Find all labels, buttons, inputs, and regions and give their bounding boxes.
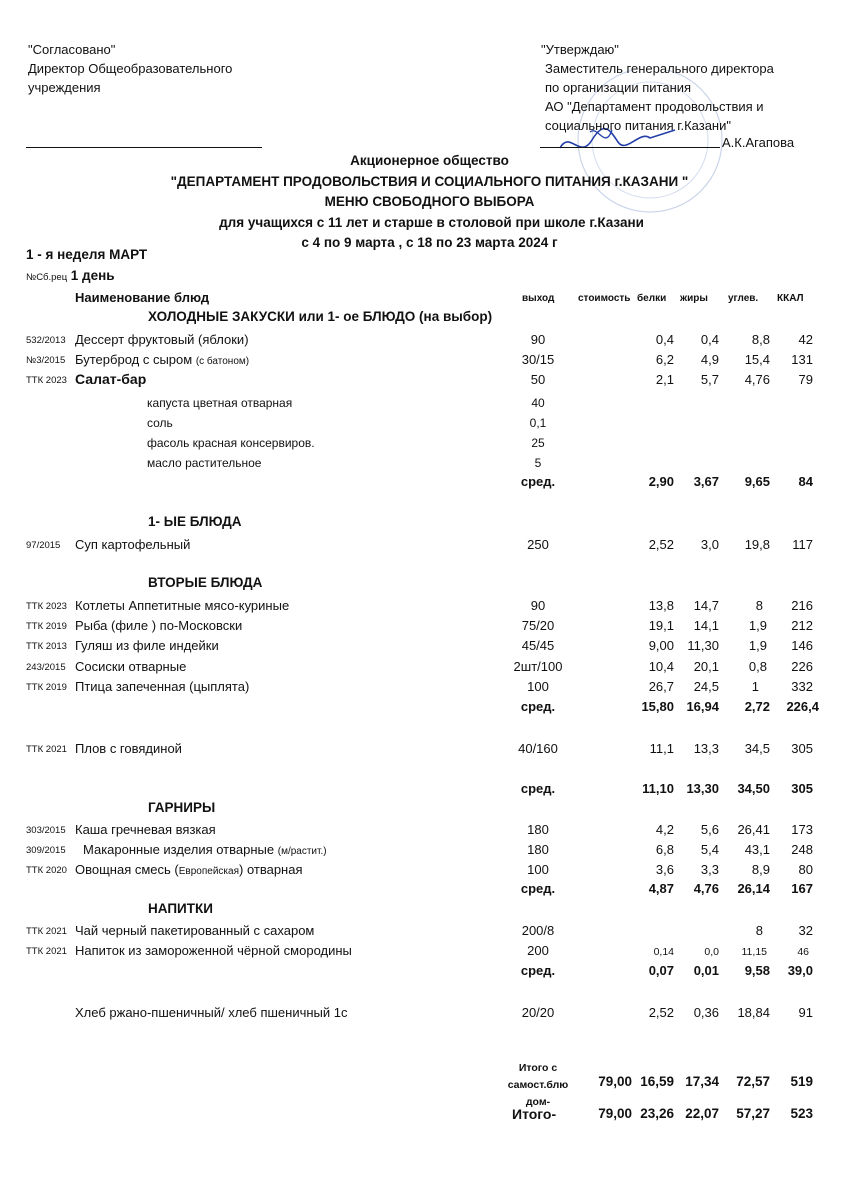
ingredient-name: капуста цветная отварная — [147, 396, 293, 410]
salad-item — [0, 452, 849, 472]
average-label: сред. — [520, 474, 556, 489]
avg-protein: 0,07 — [648, 963, 674, 978]
dish-kcal: 32 — [798, 923, 813, 938]
recipe-code: ТТК 2021 — [26, 926, 67, 937]
salad-item — [0, 432, 849, 452]
section-drinks-title: НАПИТКИ — [148, 901, 213, 916]
total-self-label-line: самост.блю — [507, 1079, 569, 1091]
dish-name: Рыба (филе ) по-Московски — [75, 618, 243, 633]
dish-carbs: 34,5 — [744, 741, 770, 756]
dish-name — [75, 862, 303, 877]
total-self-protein: 16,59 — [640, 1074, 674, 1089]
avg-protein: 4,87 — [648, 881, 674, 896]
recipe-code: ТТК 2013 — [26, 641, 67, 652]
dish-kcal: 212 — [791, 618, 813, 633]
dish-name-main: Макаронные изделия отварные — [83, 842, 275, 857]
dish-yield: 180 — [527, 842, 549, 857]
dish-carbs: 0,8 — [748, 659, 767, 674]
recipe-code: 532/2013 — [26, 335, 66, 346]
menu-title: МЕНЮ СВОБОДНОГО ВЫБОРА — [324, 194, 535, 209]
dish-kcal: 332 — [791, 679, 813, 694]
dish-kcal: 173 — [791, 822, 813, 837]
recipe-code-header: №Сб.рец — [26, 272, 68, 283]
dish-carbs: 11,15 — [741, 946, 767, 958]
dish-fat: 0,0 — [704, 946, 719, 958]
table-row — [0, 840, 849, 860]
table-row — [0, 370, 849, 390]
avg-fat: 3,67 — [693, 474, 719, 489]
recipe-code: 97/2015 — [26, 540, 61, 551]
dish-carbs: 8 — [755, 598, 763, 613]
dish-carbs: 26,41 — [737, 822, 770, 837]
day-row — [26, 268, 115, 283]
col-fat-header: жиры — [680, 293, 708, 304]
dish-kcal: 117 — [792, 537, 813, 552]
table-row — [0, 820, 849, 840]
company-type: Акционерное общество — [350, 153, 509, 168]
dish-carbs: 19,8 — [744, 537, 770, 552]
avg-carbs: 9,58 — [744, 963, 770, 978]
dish-kcal: 226 — [791, 659, 813, 674]
avg-carbs: 2,72 — [744, 699, 770, 714]
recipe-code: 303/2015 — [26, 825, 66, 836]
recipe-code: ТТК 2023 — [26, 375, 67, 386]
total-kcal: 523 — [790, 1106, 813, 1121]
ingredient-yield: 25 — [531, 436, 545, 450]
average-label: сред. — [520, 963, 556, 978]
day-label: 1 день — [70, 268, 115, 283]
ingredient-yield: 5 — [534, 456, 542, 470]
recipe-code: ТТК 2023 — [26, 601, 67, 612]
salad-item — [0, 392, 849, 412]
dish-protein: 9,00 — [648, 638, 674, 653]
dish-carbs: 43,1 — [744, 842, 770, 857]
dish-yield: 180 — [527, 822, 549, 837]
dish-kcal: 42 — [798, 332, 813, 347]
avg-fat: 4,76 — [693, 881, 719, 896]
dish-name-main: Бутерброд с сыром — [75, 352, 193, 367]
dish-yield: 50 — [530, 372, 546, 387]
dish-name: Котлеты Аппетитные мясо-куриные — [75, 598, 290, 613]
total-carbs: 57,27 — [736, 1106, 770, 1121]
dish-protein: 6,2 — [655, 352, 674, 367]
dish-yield: 30/15 — [521, 352, 555, 367]
table-row — [0, 657, 849, 677]
total-self-label-line: Итого с — [518, 1062, 558, 1074]
dish-yield: 2шт/100 — [513, 659, 563, 674]
table-row — [0, 636, 849, 656]
section-cold-title: ХОЛОДНЫЕ ЗАКУСКИ или 1- ое БЛЮДО (на выбор) — [148, 309, 493, 324]
dish-fat: 5,7 — [700, 372, 719, 387]
avg-fat: 16,94 — [686, 699, 719, 714]
dish-name: Дессерт фруктовый (яблоки) — [75, 332, 249, 347]
table-row — [0, 860, 849, 880]
avg-protein: 11,10 — [642, 781, 674, 796]
menu-audience: для учащихся с 11 лет и старше в столовой при школе г.Казани — [219, 214, 644, 230]
dish-carbs: 4,76 — [744, 372, 770, 387]
dish-yield: 75/20 — [521, 618, 555, 633]
dish-name-note: (с батоном) — [195, 356, 250, 367]
dish-name: Салат-бар — [75, 371, 147, 387]
approve-label: "Утверждаю" — [541, 42, 619, 57]
total-fat: 22,07 — [685, 1106, 719, 1121]
dish-name-note: Европейская — [178, 866, 239, 877]
table-row — [0, 941, 849, 961]
dish-fat: 0,36 — [693, 1005, 719, 1020]
dish-name: Суп картофельный — [75, 537, 191, 552]
dish-fat: 13,3 — [693, 741, 719, 756]
average-row — [0, 961, 849, 981]
table-row — [0, 350, 849, 370]
avg-protein: 15,80 — [641, 699, 674, 714]
dish-yield: 250 — [527, 537, 549, 552]
total-self-label — [488, 1060, 588, 1111]
dish-carbs: 8,8 — [751, 332, 770, 347]
avg-kcal: 305 — [791, 781, 813, 796]
salad-item — [0, 412, 849, 432]
deputy-title: Заместитель генерального директора — [545, 61, 774, 76]
recipe-code: 309/2015 — [26, 845, 66, 856]
table-row — [0, 677, 849, 697]
avg-fat: 0,01 — [693, 963, 719, 978]
dish-carbs: 18,84 — [737, 1005, 770, 1020]
dish-yield: 200 — [527, 943, 549, 958]
col-kcal-header: ККАЛ — [777, 293, 804, 304]
dish-name: Сосиски отварные — [75, 659, 187, 674]
dish-name: Напиток из замороженной чёрной смородины — [75, 943, 352, 958]
dish-fat: 3,0 — [700, 537, 719, 552]
dish-kcal: 305 — [791, 741, 813, 756]
dish-protein: 13,8 — [648, 598, 674, 613]
signature-line-right — [540, 147, 720, 148]
dish-yield: 100 — [527, 862, 549, 877]
col-yield-header: выход — [522, 293, 555, 304]
company-name: "ДЕПАРТАМЕНТ ПРОДОВОЛЬСТВИЯ И СОЦИАЛЬНОГО ПИТАНИЯ г.КАЗАНИ " — [170, 173, 689, 189]
dish-name: Гуляш из филе индейки — [75, 638, 219, 653]
dish-carbs: 1,9 — [748, 638, 767, 653]
avg-kcal: 226,4 — [786, 699, 819, 714]
ingredient-name: масло растительное — [147, 456, 262, 470]
dish-fat: 4,9 — [700, 352, 719, 367]
avg-kcal: 167 — [791, 881, 813, 896]
recipe-code: ТТК 2021 — [26, 744, 67, 755]
table-row — [0, 596, 849, 616]
section-garnish-title: ГАРНИРЫ — [148, 800, 216, 815]
dish-yield: 200/8 — [521, 923, 555, 938]
dish-kcal: 46 — [797, 946, 809, 958]
total-self-carbs: 72,57 — [736, 1074, 770, 1089]
week-label: 1 - я неделя МАРТ — [26, 247, 148, 262]
dish-carbs: 15,4 — [744, 352, 770, 367]
dish-protein: 19,1 — [648, 618, 674, 633]
total-self-label-line: дом- — [525, 1096, 551, 1108]
approval-block-right — [541, 40, 841, 135]
dish-fat: 3,3 — [700, 862, 719, 877]
section-first-title: 1- ЫЕ БЛЮДА — [148, 514, 242, 529]
ingredient-yield: 40 — [531, 396, 545, 410]
average-row — [0, 697, 849, 717]
dish-kcal: 79 — [798, 372, 813, 387]
total-self-fat: 17,34 — [685, 1074, 719, 1089]
dish-protein: 4,2 — [655, 822, 674, 837]
dish-carbs: 1,9 — [748, 618, 767, 633]
table-row — [0, 1003, 849, 1023]
col-name-header: Наименование блюд — [75, 290, 210, 305]
agreed-label: "Согласовано" — [28, 42, 116, 57]
col-carbs-header: углев. — [728, 293, 759, 304]
avg-protein: 2,90 — [648, 474, 674, 489]
table-row — [0, 739, 849, 759]
dish-kcal: 146 — [791, 638, 813, 653]
dish-yield: 20/20 — [521, 1005, 555, 1020]
avg-fat: 13,30 — [686, 781, 719, 796]
dish-carbs: 8,9 — [751, 862, 770, 877]
avg-carbs: 26,14 — [737, 881, 770, 896]
director-title: Директор Общеобразовательного — [28, 61, 233, 76]
section-second-title: ВТОРЫЕ БЛЮДА — [148, 575, 263, 590]
recipe-code: 243/2015 — [26, 662, 66, 673]
approval-block-left — [28, 40, 288, 97]
total-label: Итого- — [512, 1106, 557, 1122]
dish-name: Хлеб ржано-пшеничный/ хлеб пшеничный 1с — [75, 1005, 348, 1020]
dish-carbs: 8 — [755, 923, 763, 938]
dish-protein: 2,52 — [648, 537, 674, 552]
deputy-scope: по организации питания — [545, 80, 692, 95]
recipe-code: ТТК 2021 — [26, 946, 67, 957]
recipe-code: ТТК 2019 — [26, 621, 67, 632]
dish-fat: 20,1 — [693, 659, 719, 674]
ingredient-yield: 0,1 — [529, 416, 547, 430]
dish-yield: 40/160 — [518, 741, 558, 756]
dish-protein: 3,6 — [655, 862, 674, 877]
dish-protein: 0,4 — [655, 332, 674, 347]
total-cost: 79,00 — [598, 1106, 632, 1121]
recipe-code: №3/2015 — [26, 355, 66, 366]
average-label: сред. — [520, 781, 556, 796]
total-self-kcal: 519 — [790, 1074, 813, 1089]
avg-kcal: 84 — [798, 474, 813, 489]
dish-yield: 45/45 — [521, 638, 555, 653]
average-label: сред. — [520, 881, 556, 896]
table-row — [0, 535, 849, 555]
dish-name-main: Овощная смесь ( — [75, 862, 179, 877]
avg-kcal: 39,0 — [787, 963, 813, 978]
dish-fat: 5,6 — [700, 822, 719, 837]
dish-name — [75, 352, 249, 367]
institution-label: учреждения — [28, 80, 101, 95]
dish-yield: 90 — [530, 598, 546, 613]
dish-fat: 14,1 — [693, 618, 719, 633]
dish-yield: 100 — [527, 679, 549, 694]
dish-protein: 11,1 — [649, 741, 674, 756]
average-row — [0, 472, 849, 492]
table-row — [0, 330, 849, 350]
ingredient-name: фасоль красная консервиров. — [147, 436, 315, 450]
total-self-cost: 79,00 — [598, 1074, 632, 1089]
dish-fat: 14,7 — [693, 598, 719, 613]
dish-name: Каша гречневая вязкая — [75, 822, 216, 837]
signer-name: А.К.Агапова — [722, 135, 795, 150]
total-protein: 23,26 — [640, 1106, 674, 1121]
dish-name: Чай черный пакетированный с сахаром — [75, 923, 315, 938]
average-row — [0, 779, 849, 799]
ingredient-name: соль — [147, 416, 173, 430]
signature-line-left — [26, 147, 262, 148]
dish-name — [83, 842, 327, 857]
dish-kcal: 91 — [798, 1005, 813, 1020]
dish-kcal: 80 — [798, 862, 813, 877]
dish-protein: 2,1 — [655, 372, 674, 387]
avg-carbs: 34,50 — [737, 781, 770, 796]
dish-name: Птица запеченная (цыплята) — [75, 679, 250, 694]
dish-protein: 2,52 — [648, 1005, 674, 1020]
dish-fat: 11,30 — [687, 638, 719, 653]
menu-dates: с 4 по 9 марта , с 18 по 23 марта 2024 г — [301, 235, 558, 250]
table-row — [0, 921, 849, 941]
dish-name: Плов с говядиной — [75, 741, 182, 756]
col-protein-header: белки — [637, 293, 667, 304]
recipe-code: ТТК 2020 — [26, 865, 67, 876]
dish-protein: 6,8 — [655, 842, 674, 857]
dish-name-tail: ) отварная — [239, 862, 303, 877]
dish-kcal: 248 — [791, 842, 813, 857]
dish-fat: 0,4 — [700, 332, 719, 347]
dish-fat: 5,4 — [700, 842, 719, 857]
company-line2: социального питания г.Казани" — [545, 118, 731, 133]
dish-kcal: 216 — [791, 598, 813, 613]
dish-protein: 0,14 — [653, 946, 674, 958]
document-titles — [0, 151, 849, 254]
dish-yield: 90 — [530, 332, 546, 347]
col-cost-header: стоимость — [578, 293, 631, 304]
avg-carbs: 9,65 — [744, 474, 770, 489]
recipe-code: ТТК 2019 — [26, 682, 67, 693]
dish-fat: 24,5 — [693, 679, 719, 694]
average-row — [0, 879, 849, 899]
dish-kcal: 131 — [791, 352, 813, 367]
average-label: сред. — [520, 699, 556, 714]
table-row — [0, 616, 849, 636]
dish-carbs: 1 — [751, 679, 759, 694]
dish-protein: 10,4 — [648, 659, 674, 674]
dish-name-note: (м/растит.) — [277, 846, 327, 857]
dish-protein: 26,7 — [648, 679, 674, 694]
company-line1: АО "Департамент продовольствия и — [545, 99, 764, 114]
